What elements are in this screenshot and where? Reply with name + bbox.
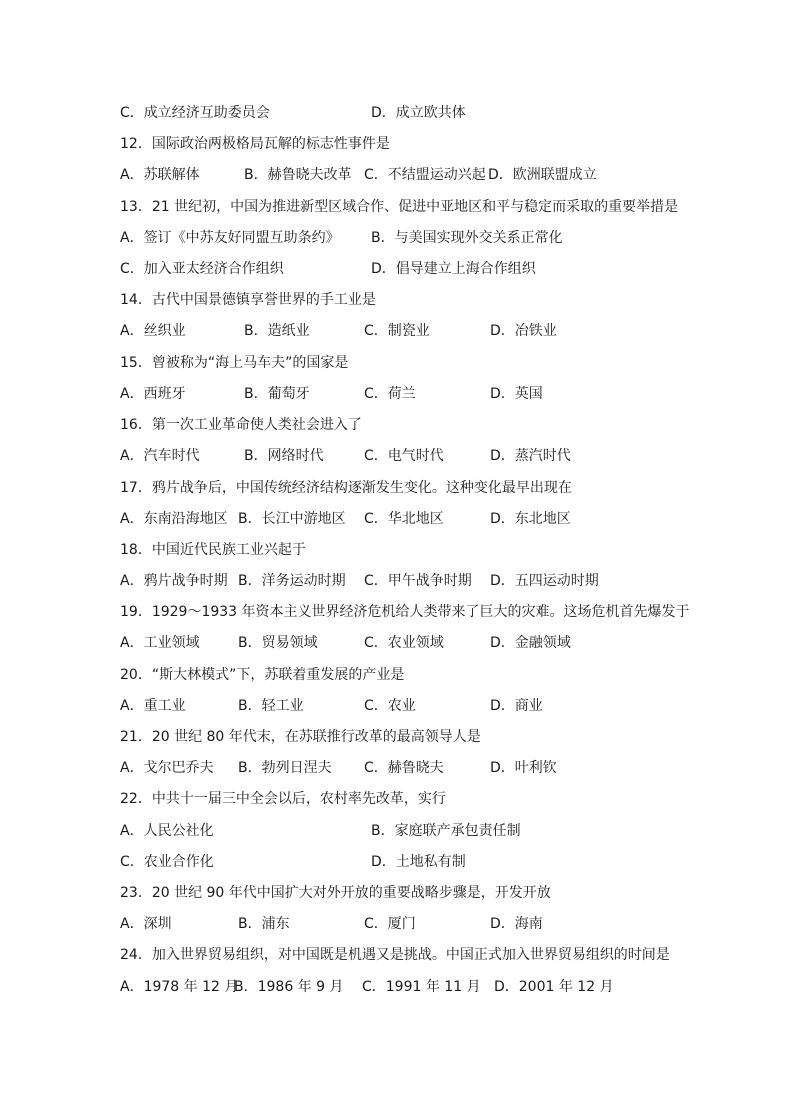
option-d: D．冶铁业 — [490, 323, 557, 339]
option-b: B．贸易领域 — [238, 635, 318, 651]
option-c: C．电气时代 — [364, 448, 444, 464]
option-c: C．加入亚太经济合作组织 — [120, 261, 284, 277]
option-d: D．金融领域 — [490, 635, 571, 651]
option-d: D．倡导建立上海合作组织 — [371, 261, 536, 277]
question-14: 14．古代中国景德镇享誉世界的手工业是 — [120, 292, 376, 308]
question-22: 22．中共十一届三中全会以后，农村率先改革，实行 — [120, 791, 446, 807]
option-d: D．英国 — [490, 386, 543, 402]
option-d: D．商业 — [490, 698, 543, 714]
option-a: A．丝织业 — [120, 323, 186, 339]
option-b: B．浦东 — [238, 916, 290, 932]
question-12: 12．国际政治两极格局瓦解的标志性事件是 — [120, 136, 390, 152]
option-d: D．海南 — [490, 916, 543, 932]
option-b: B．勃列日涅夫 — [238, 760, 332, 776]
option-b: B．赫鲁晓夫改革 — [244, 167, 352, 183]
option-c: C．甲午战争时期 — [364, 573, 472, 589]
option-a: A．重工业 — [120, 698, 186, 714]
option-a: A．签订《中苏友好同盟互助条约》 — [120, 230, 340, 246]
option-a: A．工业领域 — [120, 635, 200, 651]
option-b: B．与美国实现外交关系正常化 — [371, 230, 563, 246]
option-d: D．东北地区 — [490, 511, 571, 527]
question-18: 18．中国近代民族工业兴起于 — [120, 542, 306, 558]
option-b: B．家庭联产承包责任制 — [371, 823, 521, 839]
option-a: A．1978 年 12 月 — [120, 979, 239, 995]
option-d: D．五四运动时期 — [490, 573, 599, 589]
question-21: 21．20 世纪 80 年代末，在苏联推行改革的最高领导人是 — [120, 729, 481, 745]
option-c: C．农业合作化 — [120, 854, 214, 870]
option-c: C．不结盟运动兴起 — [364, 167, 486, 183]
option-a: A．深圳 — [120, 916, 172, 932]
option-c: C．荷兰 — [364, 386, 416, 402]
option-a: A．汽车时代 — [120, 448, 200, 464]
option-a: A．鸦片战争时期 — [120, 573, 228, 589]
option-b: B．葡萄牙 — [244, 386, 310, 402]
option-b: B．1986 年 9 月 — [234, 979, 344, 995]
option-b: B．网络时代 — [244, 448, 324, 464]
option-a: A．苏联解体 — [120, 167, 200, 183]
option-d: D．成立欧共体 — [371, 105, 466, 121]
option-c: C．厦门 — [364, 916, 416, 932]
option-d: D．蒸汽时代 — [490, 448, 571, 464]
option-c: C．制瓷业 — [364, 323, 430, 339]
option-b: B．长江中游地区 — [238, 511, 346, 527]
question-15: 15．曾被称为“海上马车夫”的国家是 — [120, 355, 349, 371]
option-a: A．戈尔巴乔夫 — [120, 760, 214, 776]
question-19: 19．1929～1933 年资本主义世界经济危机给人类带来了巨大的灾难。这场危机首先爆发于 — [120, 604, 690, 620]
option-d: D．土地私有制 — [371, 854, 466, 870]
option-c: C．成立经济互助委员会 — [120, 105, 270, 121]
option-d: D．2001 年 12 月 — [494, 979, 614, 995]
question-24: 24．加入世界贸易组织，对中国既是机遇又是挑战。中国正式加入世界贸易组织的时间是 — [120, 947, 670, 963]
option-c: C．农业领域 — [364, 635, 444, 651]
question-16: 16．第一次工业革命使人类社会进入了 — [120, 417, 362, 433]
question-13: 13．21 世纪初，中国为推进新型区域合作、促进中亚地区和平与稳定而采取的重要举措是 — [120, 199, 679, 215]
option-b: B．轻工业 — [238, 698, 304, 714]
option-d: D．叶利钦 — [490, 760, 557, 776]
option-a: A．西班牙 — [120, 386, 186, 402]
question-20: 20．“斯大林模式”下，苏联着重发展的产业是 — [120, 667, 405, 683]
option-c: C．1991 年 11 月 — [362, 979, 481, 995]
question-17: 17．鸦片战争后，中国传统经济结构逐渐发生变化。这种变化最早出现在 — [120, 480, 572, 496]
option-c: C．华北地区 — [364, 511, 444, 527]
option-c: C．赫鲁晓夫 — [364, 760, 444, 776]
option-d: D．欧洲联盟成立 — [488, 167, 597, 183]
option-a: A．东南沿海地区 — [120, 511, 228, 527]
option-a: A．人民公社化 — [120, 823, 214, 839]
option-b: B．造纸业 — [244, 323, 310, 339]
option-b: B．洋务运动时期 — [238, 573, 346, 589]
question-23: 23．20 世纪 90 年代中国扩大对外开放的重要战略步骤是，开发开放 — [120, 885, 551, 901]
option-c: C．农业 — [364, 698, 416, 714]
